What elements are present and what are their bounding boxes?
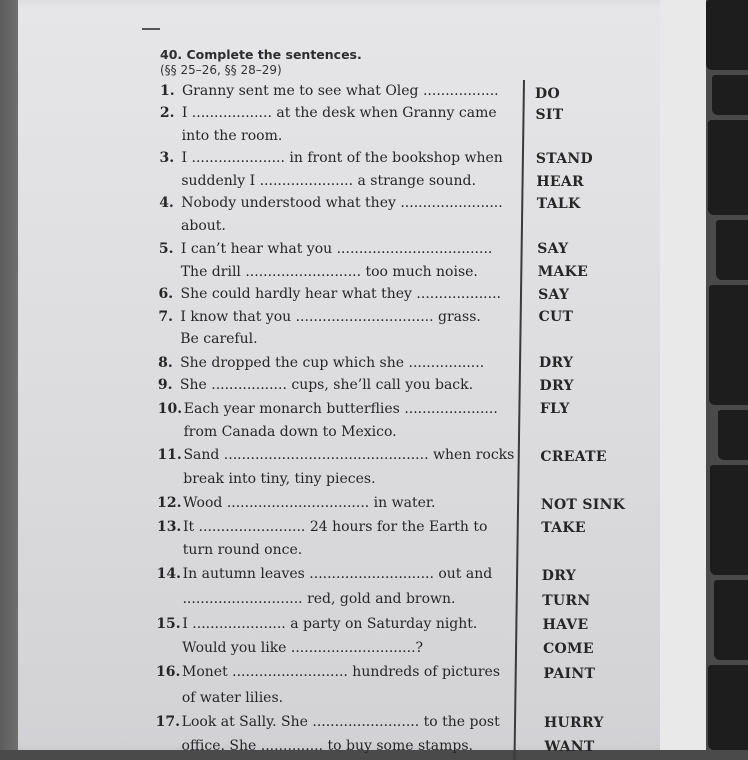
- sentence-line: [159, 264, 478, 280]
- item-number: 6.: [158, 286, 174, 302]
- item-number: 1.: [160, 83, 175, 99]
- verb-prompt: TALK: [536, 196, 581, 212]
- verb-prompt: COME: [543, 641, 594, 657]
- sentence-text: She ................. cups, she’ll call you back.: [179, 377, 474, 393]
- sentence-line: [159, 195, 503, 211]
- sentence-line: [156, 690, 283, 706]
- sentence-line: [157, 542, 302, 558]
- sentence-line: [157, 495, 435, 511]
- sentence-text: I know that you ............................... grass.: [180, 309, 481, 325]
- sentence-line: [156, 664, 500, 680]
- sentence-text: In autumn leaves ............................ out and: [182, 566, 493, 582]
- sentence-line: [158, 309, 480, 325]
- sentence-text: Granny sent me to see what Oleg .................: [182, 83, 499, 99]
- sentence-text: Each year monarch butterflies .....................: [183, 401, 498, 417]
- page-right-edge: [660, 0, 706, 750]
- sentence-line: [159, 173, 476, 189]
- sentence-text: It ........................ 24 hours for the Earth to: [182, 519, 488, 535]
- sentence-line: [156, 714, 500, 730]
- item-number: 3.: [159, 150, 175, 166]
- sentence-text: I can’t hear what you ...................................: [180, 241, 493, 257]
- verb-prompt: TAKE: [541, 520, 586, 536]
- sentence-line: [157, 447, 514, 463]
- verb-prompt: MAKE: [537, 264, 589, 280]
- sentence-line: [157, 471, 375, 487]
- item-number: 14.: [156, 566, 181, 582]
- sentence-text: Nobody understood what they .......................: [181, 195, 503, 211]
- edge-mark: [712, 75, 748, 115]
- sentence-line: [159, 241, 493, 257]
- item-number: 12.: [157, 495, 182, 511]
- edge-mark: [718, 410, 748, 460]
- sentence-line: [158, 331, 257, 347]
- edge-mark: [709, 285, 748, 405]
- item-number: 10.: [157, 401, 183, 417]
- sentence-line: [160, 150, 503, 166]
- item-number: 5.: [158, 241, 174, 257]
- exercise-title: 40. Complete the sentences.: [160, 47, 362, 62]
- verb-prompt: SIT: [535, 107, 564, 123]
- verb-prompt: DRY: [541, 568, 576, 584]
- verb-prompt: FLY: [539, 401, 570, 417]
- sentence-line: [159, 218, 226, 234]
- sentence-text: Wood ................................ in water.: [183, 495, 436, 511]
- edge-mark: [708, 665, 748, 750]
- margin-dash: [142, 28, 160, 30]
- item-number: 4.: [159, 195, 174, 211]
- sentence-line: [158, 401, 498, 417]
- sentence-line: [157, 519, 487, 535]
- verb-prompt: HEAR: [536, 174, 584, 190]
- sentence-text: into the room.: [181, 128, 283, 144]
- verb-prompt: HURRY: [544, 715, 604, 731]
- sentence-line: [158, 377, 473, 393]
- sentence-text: office. She .............. to buy some stamps.: [181, 738, 473, 754]
- edge-mark: [716, 220, 748, 280]
- sentence-text: Sand .............................................. when rocks: [183, 447, 515, 463]
- sentence-text: turn round once.: [182, 542, 303, 558]
- sentence-line: [158, 424, 397, 440]
- item-number: 13.: [156, 519, 182, 535]
- verb-prompt: STAND: [535, 151, 593, 167]
- sentence-line: [158, 355, 484, 371]
- item-number: 2.: [159, 105, 175, 121]
- sentence-line: [156, 738, 473, 754]
- verb-prompt: TURN: [542, 593, 591, 609]
- item-number: 8.: [158, 355, 173, 371]
- sentence-text: Be careful.: [180, 331, 258, 347]
- sentence-text: She could hardly hear what they ...................: [180, 286, 501, 302]
- sentence-text: about.: [181, 218, 226, 234]
- sentence-line: [156, 616, 477, 632]
- sentence-text: suddenly I ..................... a strange sound.: [181, 173, 476, 189]
- sentence-text: The drill .......................... too much noise.: [180, 264, 478, 280]
- sentence-line: [160, 128, 283, 144]
- edge-mark: [714, 580, 748, 660]
- verb-prompt: DO: [535, 86, 560, 102]
- sentence-text: I .................. at the desk when Granny came: [181, 105, 497, 121]
- verb-prompt: CREATE: [540, 449, 607, 465]
- item-number: 15.: [156, 616, 181, 632]
- sentence-line: [156, 591, 455, 607]
- verb-prompt: NOT SINK: [540, 497, 626, 513]
- item-number: 16.: [156, 664, 181, 680]
- sentence-text: break into tiny, tiny pieces.: [183, 471, 376, 487]
- item-number: 9.: [157, 377, 173, 393]
- sentence-text: Monet .......................... hundreds of pictures: [182, 664, 501, 680]
- verb-prompt: PAINT: [543, 666, 596, 682]
- sentence-line: [156, 640, 423, 656]
- sentence-line: [157, 566, 493, 582]
- sentence-text: Look at Sally. She ........................ to the post: [181, 714, 500, 730]
- sentence-text: ........................... red, gold and brown.: [182, 591, 456, 607]
- sentence-text: Would you like ............................?: [182, 640, 424, 656]
- sentence-line: [159, 286, 501, 302]
- sentence-text: of water lilies.: [181, 690, 284, 706]
- verb-prompt: DRY: [539, 378, 574, 394]
- verb-prompt: HAVE: [542, 617, 589, 633]
- sentence-text: I ..................... in front of the bookshop when: [181, 150, 503, 166]
- edge-mark: [708, 120, 748, 215]
- item-number: 17.: [155, 714, 181, 730]
- verb-prompt: DRY: [539, 355, 574, 371]
- edge-mark: [710, 465, 748, 575]
- sentence-line: [160, 83, 499, 99]
- verb-prompt: CUT: [538, 309, 574, 325]
- item-number: 11.: [157, 447, 182, 463]
- edge-mark: [706, 0, 748, 70]
- sentence-line: [160, 105, 497, 121]
- sentence-text: I ..................... a party on Saturday night.: [182, 616, 478, 632]
- sentence-text: She dropped the cup which she .................: [180, 355, 485, 371]
- sentence-text: from Canada down to Mexico.: [183, 424, 397, 440]
- exercise-references: (§§ 25–26, §§ 28–29): [160, 63, 282, 77]
- verb-prompt: SAY: [537, 241, 569, 257]
- item-number: 7.: [158, 309, 174, 325]
- verb-prompt: SAY: [538, 287, 570, 303]
- verb-prompt: WANT: [544, 739, 595, 755]
